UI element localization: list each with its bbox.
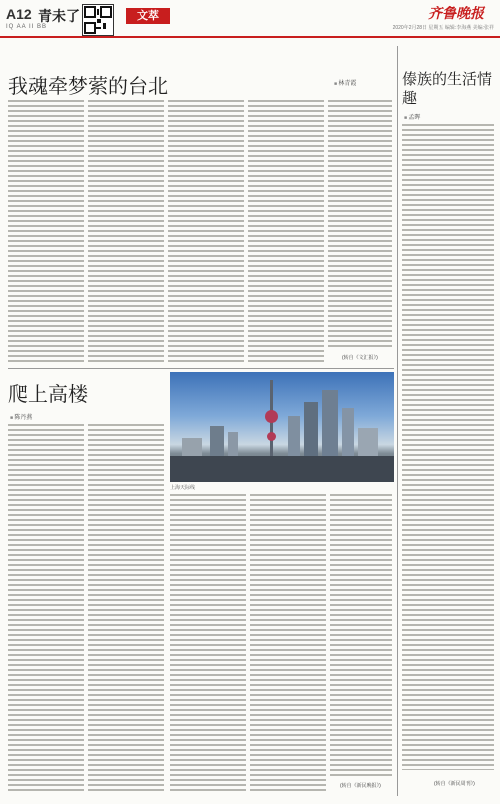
skyline-photo [170, 372, 394, 482]
article-title: 我魂牵梦萦的台北 [8, 74, 168, 98]
article-author: ■ 孟晖 [404, 112, 420, 121]
article-column [402, 124, 494, 770]
article-credit: (转自《文汇报》) [342, 355, 378, 361]
header-rule [0, 36, 500, 38]
photo-caption: 上海天际线 [170, 485, 196, 491]
article-column [170, 494, 246, 792]
article-column [250, 494, 326, 792]
article-column [328, 100, 392, 350]
article-credit: (转自《新民周刊》) [434, 781, 475, 787]
page-number: A12 [6, 6, 32, 22]
article-title: 爬上高楼 [8, 382, 88, 406]
article-author: ■ 陈丹燕 [10, 412, 32, 421]
article-column [8, 424, 84, 792]
newspaper-logo: 齐鲁晚报 [428, 6, 484, 22]
article-credit: (转自《新民晚报》) [340, 783, 381, 789]
article-title: 傣族的生活情趣 [402, 70, 493, 107]
article-author: ■ 林青霞 [334, 78, 356, 87]
section-badge: 文萃 [126, 8, 170, 24]
page-header [0, 0, 500, 38]
qr-code-icon [82, 4, 114, 36]
article-column [168, 100, 244, 364]
article-column [8, 100, 84, 364]
column-divider [397, 46, 398, 796]
article-column [88, 424, 164, 792]
page-name: 青未了 [38, 9, 80, 25]
article-column [330, 494, 392, 778]
article-column [248, 100, 324, 364]
date-line: 2020年2月28日 星期五 编辑:李海燕 美编:张祥 [392, 25, 494, 31]
divider [8, 368, 394, 369]
page-subtitle: IQ AA II BB [6, 24, 48, 30]
article-column [88, 100, 164, 364]
